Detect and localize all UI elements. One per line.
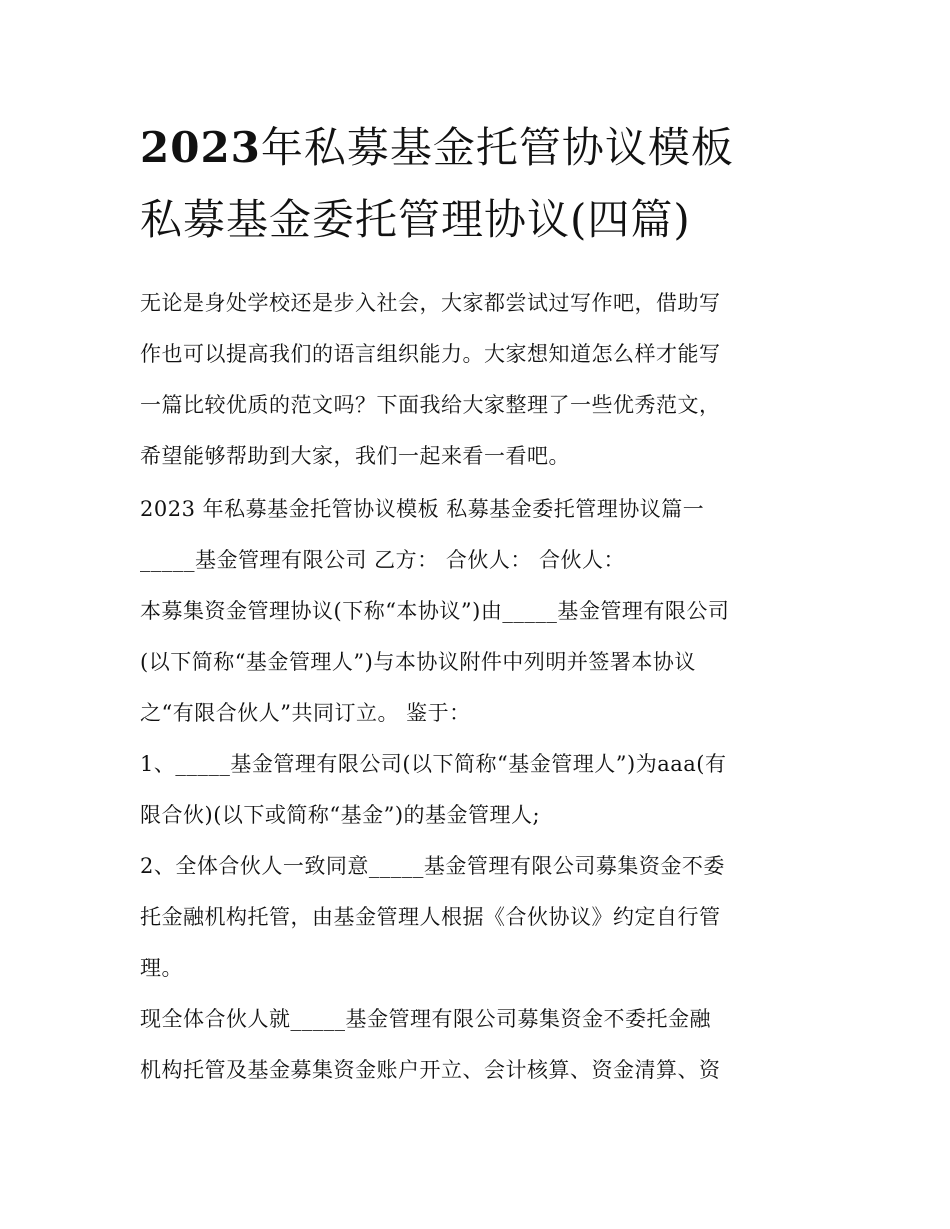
section-heading xyxy=(140,484,820,535)
title-year: 2023 xyxy=(140,123,261,172)
intro-line: 希望能够帮助到大家，我们一起来看一看吧。 xyxy=(140,444,570,468)
intro-line: 无论是身处学校还是步入社会，大家都尝试过写作吧，借助写 xyxy=(140,291,721,315)
section-heading-text: 2023 年私募基金托管协议模板 私募基金委托管理协议篇一 xyxy=(140,497,705,521)
clause-item-1-line: 限合伙)(以下或简称“基金”)的基金管理人; xyxy=(140,803,541,827)
title-line-1 xyxy=(140,112,820,184)
agreement-intro-line: 之“有限合伙人”共同订立。 鉴于： xyxy=(140,701,471,725)
title-line-2: 私募基金委托管理协议(四篇) xyxy=(140,195,691,244)
clause-item-2-line: 2、全体合伙人一致同意_____基金管理有限公司募集资金不委 xyxy=(140,854,725,878)
intro-paragraph xyxy=(140,278,820,482)
agreement-intro-line: 本募集资金管理协议(下称“本协议”)由_____基金管理有限公司 xyxy=(140,599,730,623)
document-title xyxy=(140,112,820,256)
clause-item-2-line: 托金融机构托管，由基金管理人根据《合伙协议》约定自行管 xyxy=(140,905,721,929)
intro-line: 一篇比较优质的范文吗？下面我给大家整理了一些优秀范文， xyxy=(140,393,721,417)
agreement-intro-line: (以下简称“基金管理人”)与本协议附件中列明并签署本协议 xyxy=(140,650,696,674)
clause-item-1-line: 1、_____基金管理有限公司(以下简称“基金管理人”)为aaa(有 xyxy=(140,752,727,776)
clause-item-2-line: 理。 xyxy=(140,956,183,980)
agreement-intro-paragraph xyxy=(140,586,820,739)
clause-item-2 xyxy=(140,841,820,994)
clause-item-1 xyxy=(140,739,820,841)
title-line-1-text: 年私募基金托管协议模板 xyxy=(260,123,734,172)
parties-line-text: _____基金管理有限公司 乙方： 合伙人： 合伙人： xyxy=(140,548,626,572)
closing-line: 机构托管及基金募集资金账户开立、会计核算、资金清算、资 xyxy=(140,1058,721,1082)
parties-line xyxy=(140,535,820,586)
document-page xyxy=(140,112,820,1096)
closing-paragraph xyxy=(140,994,820,1096)
closing-line: 现全体合伙人就_____基金管理有限公司募集资金不委托金融 xyxy=(140,1007,711,1031)
intro-line: 作也可以提高我们的语言组织能力。大家想知道怎么样才能写 xyxy=(140,342,721,366)
